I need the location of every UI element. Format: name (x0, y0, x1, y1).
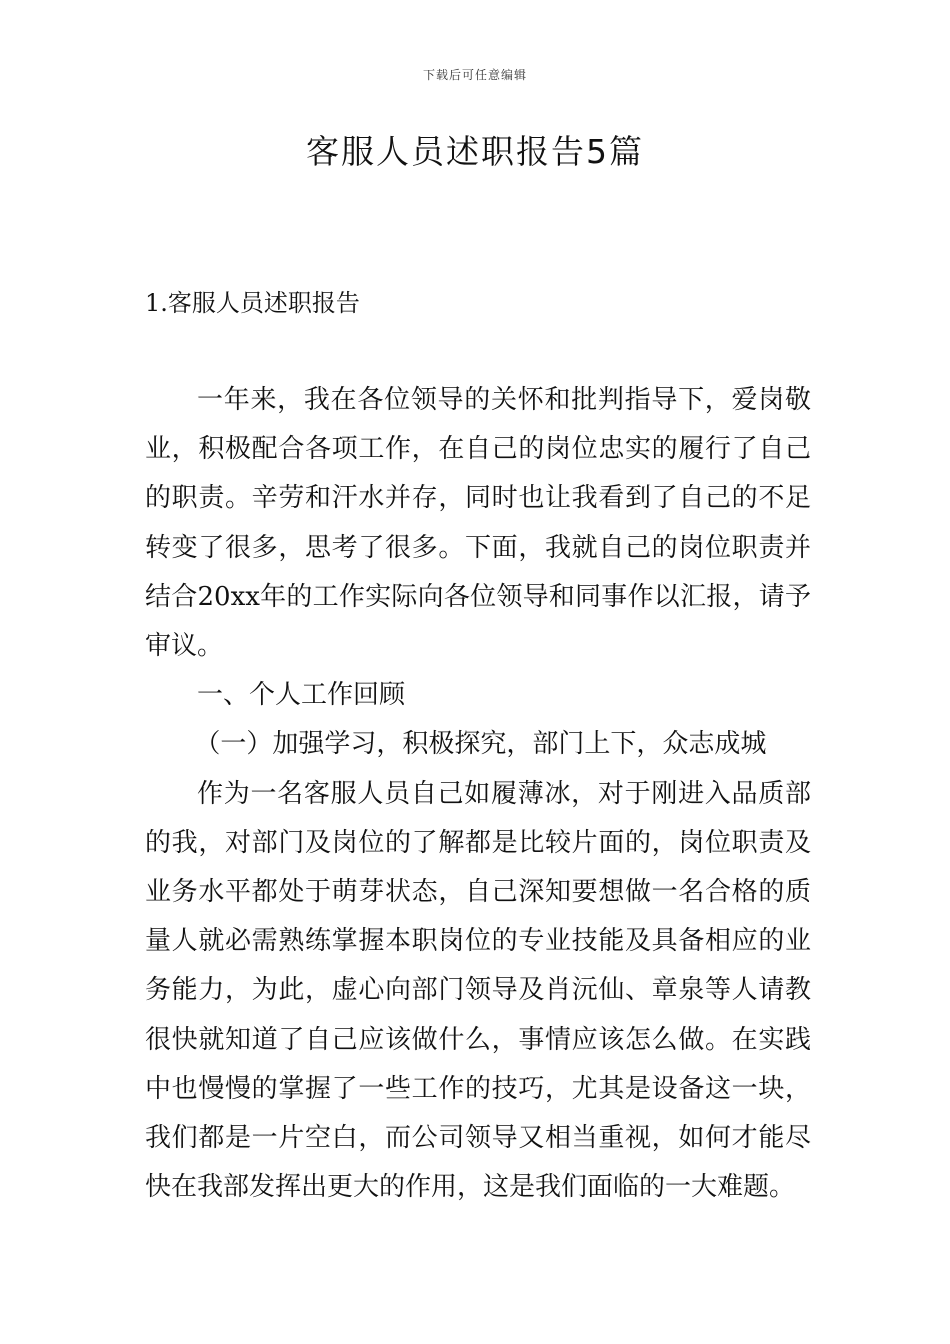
section-heading: 1.客服人员述职报告 (145, 289, 360, 317)
paragraph-customer-service-role: 作为一名客服人员自己如履薄冰，对于刚进入品质部的我，对部门及岗位的了解都是比较片面的，岗位职责及业务水平都处于萌芽状态，自己深知要想做一名合格的质量人就必需熟练掌握本职岗位的专业技能及具备相应的业务能力，为此，虚心向部门领导及肖沅仙、章泉等人请教很快就知道了自己应该做什么，事情应该怎么做。在实践中也慢慢的掌握了一些工作的技巧，尤其是设备这一块，我们都是一片空白，而公司领导又相当重视，如何才能尽快在我部发挥出更大的作用，这是我们面临的一大难题。 (145, 778, 811, 1203)
document-title: 客服人员述职报告5篇 (306, 132, 644, 171)
subheading-work-review: 一、个人工作回顾 (197, 680, 406, 711)
document-body (145, 376, 811, 1212)
subheading-strengthen-learning: （一）加强学习，积极探究，部门上下，众志成城 (194, 729, 767, 760)
header-note: 下载后可任意编辑 (422, 68, 527, 82)
paragraph-intro: 一年来，我在各位领导的关怀和批判指导下，爱岗敬业，积极配合各项工作，在自己的岗位忠实的履行了自己的职责。辛劳和汗水并存，同时也让我看到了自己的不足转变了很多，思考了很多。下面，我就自己的岗位职责并结合20xx年的工作实际向各位领导和同事作以汇报，请予审议。 (145, 385, 811, 662)
